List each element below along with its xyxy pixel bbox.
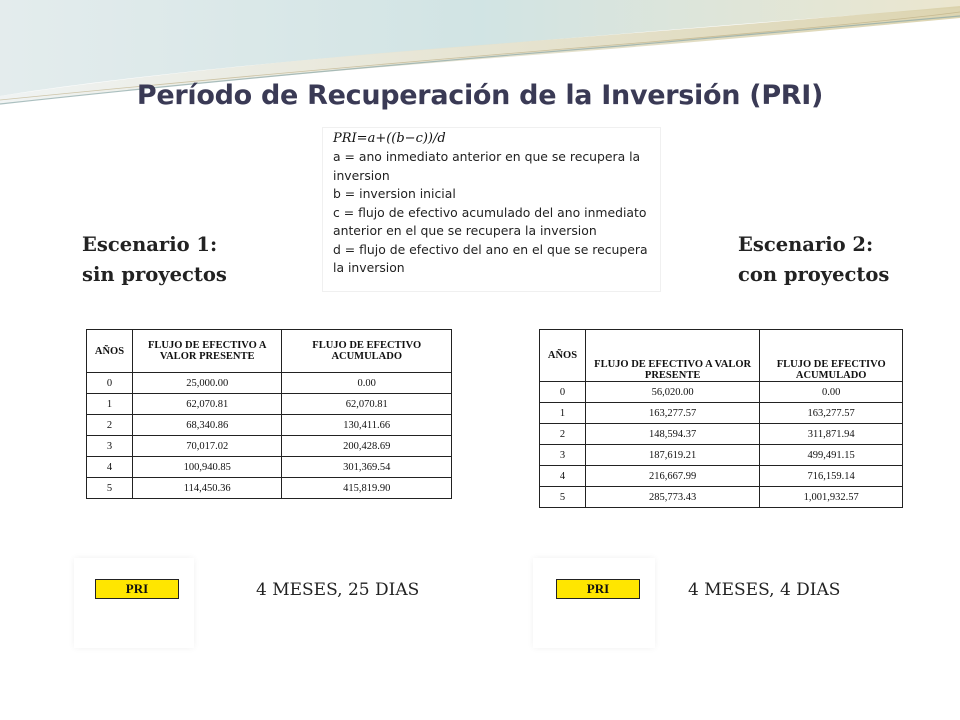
table-cell: 0 — [87, 373, 133, 394]
cash-flow-table-scenario-2 — [539, 329, 903, 508]
table-row — [540, 403, 903, 424]
formula-line: b = inversion inicial — [333, 186, 456, 201]
table-row — [540, 466, 903, 487]
table-cell: 114,450.36 — [132, 478, 282, 499]
column-header-cumulative: FLUJO DE EFECTIVO ACUMULADO — [760, 330, 903, 382]
pri-panel-scenario-1 — [74, 558, 194, 648]
pri-label-scenario-2: PRI — [556, 579, 640, 599]
pri-label-scenario-1: PRI — [95, 579, 179, 599]
table-cell: 62,070.81 — [132, 394, 282, 415]
column-header-cumulative: FLUJO DE EFECTIVO ACUMULADO — [282, 330, 452, 373]
scenario-1-heading — [82, 230, 227, 290]
table-cell: 2 — [87, 415, 133, 436]
table-cell: 25,000.00 — [132, 373, 282, 394]
scenario-1-subtitle: sin proyectos — [82, 263, 227, 286]
table-cell: 4 — [87, 457, 133, 478]
table-header-row — [540, 330, 903, 382]
table-cell: 499,491.15 — [760, 445, 903, 466]
table-header-row — [87, 330, 452, 373]
table-cell: 2 — [540, 424, 586, 445]
table-cell: 100,940.85 — [132, 457, 282, 478]
table-row — [87, 394, 452, 415]
table-row — [87, 373, 452, 394]
table-cell: 5 — [540, 487, 586, 508]
table-cell: 285,773.43 — [585, 487, 759, 508]
pri-result-scenario-2: 4 MESES, 4 DIAS — [688, 580, 841, 600]
table-cell: 1 — [87, 394, 133, 415]
table-cell: 0.00 — [282, 373, 452, 394]
table-row — [540, 487, 903, 508]
table-cell: 68,340.86 — [132, 415, 282, 436]
formula-line: c = flujo de efectivo acumulado del ano inmediato — [333, 204, 647, 220]
table-cell: 415,819.90 — [282, 478, 452, 499]
table-cell: 200,428.69 — [282, 436, 452, 457]
table-cell: 163,277.57 — [760, 403, 903, 424]
table-row — [540, 424, 903, 445]
table-row — [540, 445, 903, 466]
table-cell: 0.00 — [760, 382, 903, 403]
table-cell: 3 — [540, 445, 586, 466]
table-cell: 187,619.21 — [585, 445, 759, 466]
cash-flow-table-scenario-1 — [86, 329, 452, 499]
table-cell: 1 — [540, 403, 586, 424]
table-cell: 56,020.00 — [585, 382, 759, 403]
table-cell: 62,070.81 — [282, 394, 452, 415]
formula-image — [323, 128, 660, 291]
formula-line: a = ano inmediato anterior en que se recupera la — [333, 149, 641, 164]
formula-equation: PRI=a+((b−c))/d — [333, 131, 446, 146]
column-header-present-value: FLUJO DE EFECTIVO A VALOR PRESENTE — [132, 330, 282, 373]
table-cell: 163,277.57 — [585, 403, 759, 424]
formula-line: anterior en el que se recupera la inversion — [333, 223, 597, 238]
column-header-years: AÑOS — [87, 330, 133, 373]
table-row — [87, 436, 452, 457]
table-cell: 716,159.14 — [760, 466, 903, 487]
table-cell: 4 — [540, 466, 586, 487]
scenario-1-title: Escenario 1: — [82, 233, 218, 256]
table-row — [87, 457, 452, 478]
table-cell: 3 — [87, 436, 133, 457]
table-cell: 216,667.99 — [585, 466, 759, 487]
table-row — [540, 382, 903, 403]
scenario-2-heading — [738, 230, 889, 290]
table-cell: 1,001,932.57 — [760, 487, 903, 508]
table-cell: 0 — [540, 382, 586, 403]
table-row — [87, 415, 452, 436]
table-cell: 70,017.02 — [132, 436, 282, 457]
pri-result-scenario-1: 4 MESES, 25 DIAS — [256, 580, 420, 600]
table-cell: 5 — [87, 478, 133, 499]
scenario-2-title: Escenario 2: — [738, 233, 874, 256]
table-cell: 130,411.66 — [282, 415, 452, 436]
page-title: Período de Recuperación de la Inversión (PRI) — [136, 80, 824, 111]
scenario-2-subtitle: con proyectos — [738, 263, 890, 286]
pri-panel-scenario-2 — [533, 558, 655, 648]
table-cell: 301,369.54 — [282, 457, 452, 478]
table-cell: 148,594.37 — [585, 424, 759, 445]
formula-line: inversion — [333, 167, 390, 183]
table-row — [87, 478, 452, 499]
formula-line: d = flujo de efectivo del ano en el que se recupera — [333, 241, 648, 257]
formula-line: la inversion — [333, 260, 405, 275]
column-header-years: AÑOS — [540, 330, 586, 382]
table-cell: 311,871.94 — [760, 424, 903, 445]
column-header-present-value: FLUJO DE EFECTIVO A VALOR PRESENTE — [585, 330, 759, 382]
